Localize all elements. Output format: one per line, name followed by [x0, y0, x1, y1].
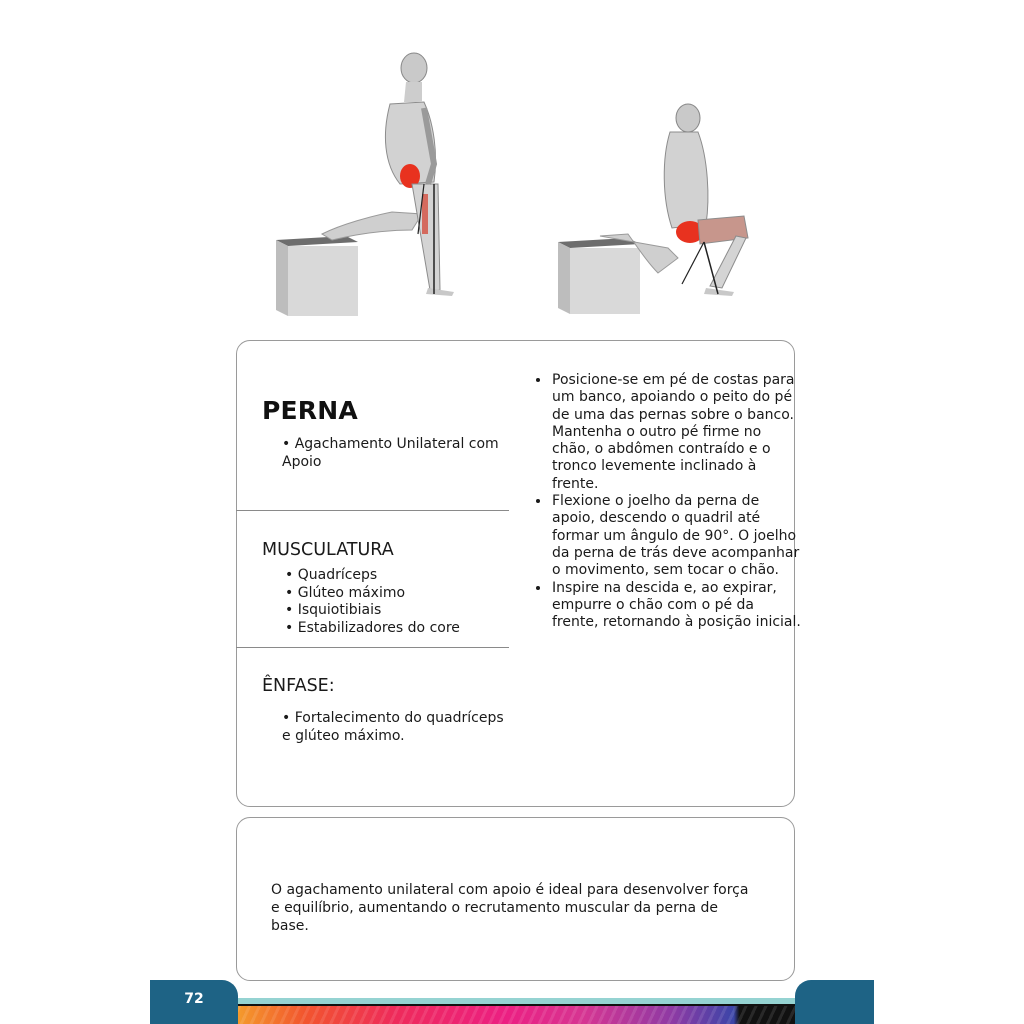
instruction-step: • Inspire na descida e, ao expirar, empurre o chão com o pé da frente, retornando à posição inicial.	[551, 580, 801, 632]
instruction-steps	[534, 372, 801, 631]
instruction-step: • Posicione-se em pé de costas para um banco, apoiando o peito do pé de uma das pernas sobre o banco. Mantenha o outro pé firme no chão, o abdômen contraído e o tronco levemente inclinado à frente.	[551, 372, 801, 493]
muscle-item: • Glúteo máximo	[285, 585, 460, 603]
exercise-illustration-squat	[548, 98, 768, 328]
section-divider	[236, 647, 509, 648]
enfase-heading: ÊNFASE:	[262, 676, 335, 696]
exercise-name: • Agachamento Unilateral com Apoio	[282, 436, 499, 470]
page-number: 72	[184, 991, 204, 1007]
note-text: O agachamento unilateral com apoio é ideal para desenvolver força e equilíbrio, aumentando o recrutamento muscular da perna de base.	[271, 882, 749, 934]
section-divider	[236, 510, 509, 511]
musculatura-heading: MUSCULATURA	[262, 540, 394, 560]
muscle-item: • Isquiotibiais	[285, 602, 460, 620]
muscle-item: • Quadríceps	[285, 567, 460, 585]
enfase-text: • Fortalecimento do quadríceps e glúteo máximo.	[282, 710, 504, 744]
exercise-illustration-start	[262, 44, 482, 324]
footer-tab-right	[795, 980, 874, 1024]
instruction-step: • Flexione o joelho da perna de apoio, descendo o quadril até formar um ângulo de 90°. O joelho da perna de trás deve acompanhar o movimento, sem tocar o chão.	[551, 493, 801, 579]
footer-gradient-band	[238, 1006, 795, 1024]
muscle-list	[285, 567, 460, 637]
muscle-item: • Estabilizadores do core	[285, 620, 460, 638]
category-title: PERNA	[262, 396, 358, 425]
